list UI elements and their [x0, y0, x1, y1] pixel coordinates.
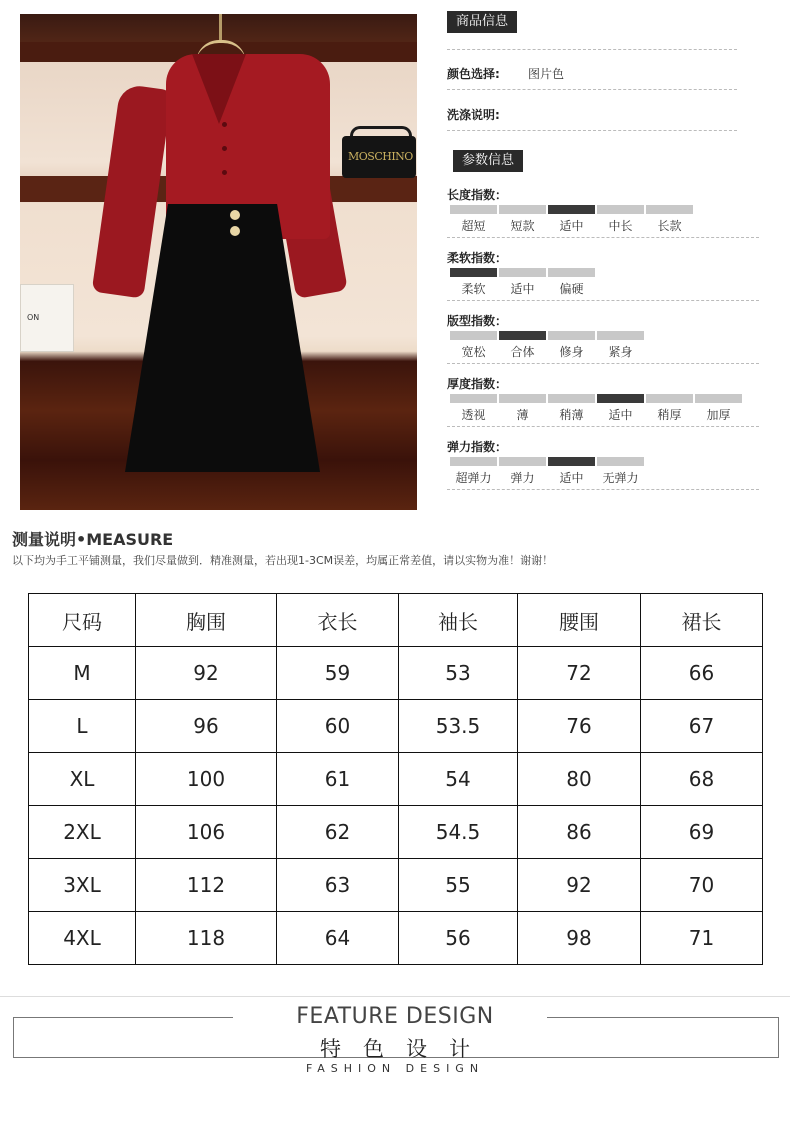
skirt-button [230, 226, 240, 236]
param-option: 适中 [559, 471, 584, 485]
param-bar [499, 394, 546, 403]
table-cell: 76 [518, 700, 641, 753]
table-cell: 53.5 [399, 700, 518, 753]
divider [447, 89, 737, 90]
table-row [29, 647, 763, 700]
param-bar-selected [548, 205, 595, 214]
param-option: 宽松 [461, 345, 486, 359]
table-cell: 60 [277, 700, 399, 753]
param-bar-selected [597, 394, 644, 403]
table-cell: 69 [641, 806, 763, 859]
table-cell: 4XL [29, 912, 136, 965]
param-option: 加厚 [706, 408, 731, 422]
measure-title: 测量说明•MEASURE [12, 530, 174, 549]
table-cell: 56 [399, 912, 518, 965]
param-bar [597, 331, 644, 340]
product-info-header: 商品信息 [447, 11, 517, 33]
table-cell: 66 [641, 647, 763, 700]
table-cell: 64 [277, 912, 399, 965]
table-cell: 61 [277, 753, 399, 806]
table-cell: 53 [399, 647, 518, 700]
param-bar [450, 394, 497, 403]
table-cell: 86 [518, 806, 641, 859]
table-cell: 67 [641, 700, 763, 753]
table-cell: 98 [518, 912, 641, 965]
param-option: 稍薄 [559, 408, 584, 422]
shirt-button [222, 146, 227, 151]
param-option: 超弹力 [455, 471, 492, 485]
param-bar [548, 331, 595, 340]
param-label: 版型指数： [447, 314, 508, 328]
product-photo [20, 14, 417, 510]
handbag [342, 136, 416, 178]
table-cell: 100 [136, 753, 277, 806]
bag-logo-text: MOSCHINO [348, 150, 413, 163]
shirt-button [222, 170, 227, 175]
table-header-cell: 袖长 [399, 594, 518, 647]
param-option: 弹力 [510, 471, 535, 485]
shirt-collar [192, 54, 246, 124]
param-bar [646, 205, 693, 214]
param-option: 适中 [559, 219, 584, 233]
table-cell: 2XL [29, 806, 136, 859]
table-cell: 92 [518, 859, 641, 912]
table-cell: 118 [136, 912, 277, 965]
box-text: ON [27, 313, 40, 322]
table-cell: 71 [641, 912, 763, 965]
param-option: 修身 [559, 345, 584, 359]
param-bar [695, 394, 742, 403]
table-cell: 72 [518, 647, 641, 700]
table-header-row [29, 594, 763, 647]
param-option: 紧身 [608, 345, 633, 359]
table-cell: 54 [399, 753, 518, 806]
param-option: 偏硬 [559, 282, 584, 296]
table-cell: 55 [399, 859, 518, 912]
param-bar [646, 394, 693, 403]
table-cell: 92 [136, 647, 277, 700]
table-row [29, 753, 763, 806]
table-row [29, 859, 763, 912]
table-row [29, 700, 763, 753]
size-table [28, 593, 763, 965]
feature-subtitle: FASHION DESIGN [305, 1062, 485, 1075]
divider [447, 300, 759, 301]
table-cell: L [29, 700, 136, 753]
table-cell: M [29, 647, 136, 700]
param-option: 适中 [608, 408, 633, 422]
table-cell: 68 [641, 753, 763, 806]
table-cell: 112 [136, 859, 277, 912]
divider [447, 489, 759, 490]
table-cell: 3XL [29, 859, 136, 912]
param-bar [450, 457, 497, 466]
table-cell: 70 [641, 859, 763, 912]
table-row [29, 806, 763, 859]
param-option: 透视 [461, 408, 486, 422]
table-header-cell: 衣长 [277, 594, 399, 647]
shopping-bag [20, 284, 74, 352]
param-option: 无弹力 [602, 471, 639, 485]
shirt-button [222, 122, 227, 127]
param-option: 短款 [510, 219, 535, 233]
feature-title-en: FEATURE DESIGN [296, 1004, 494, 1029]
skirt-button [230, 210, 240, 220]
table-cell: 54.5 [399, 806, 518, 859]
params-header: 参数信息 [453, 150, 523, 172]
param-option: 合体 [510, 345, 535, 359]
divider [447, 363, 759, 364]
divider [447, 49, 737, 50]
param-bar [597, 457, 644, 466]
param-option: 柔软 [461, 282, 486, 296]
table-cell: 62 [277, 806, 399, 859]
table-header-cell: 胸围 [136, 594, 277, 647]
table-cell: XL [29, 753, 136, 806]
divider [447, 237, 759, 238]
table-header-cell: 尺码 [29, 594, 136, 647]
param-bar-selected [450, 268, 497, 277]
divider [447, 130, 737, 131]
param-bar [597, 205, 644, 214]
param-bar [499, 268, 546, 277]
param-option: 薄 [516, 408, 529, 422]
param-option: 适中 [510, 282, 535, 296]
table-row [29, 912, 763, 965]
table-cell: 59 [277, 647, 399, 700]
param-bar [450, 205, 497, 214]
table-cell: 96 [136, 700, 277, 753]
footer-divider [0, 996, 790, 997]
wash-label: 洗涤说明: [447, 108, 500, 122]
param-bar [548, 394, 595, 403]
param-option: 稍厚 [657, 408, 682, 422]
param-label: 弹力指数： [447, 440, 508, 454]
param-bar [499, 205, 546, 214]
param-label: 柔软指数： [447, 251, 508, 265]
color-value: 图片色 [528, 67, 565, 81]
param-bar-selected [499, 331, 546, 340]
param-option: 超短 [461, 219, 486, 233]
param-bar-selected [548, 457, 595, 466]
param-bar [450, 331, 497, 340]
param-bar [499, 457, 546, 466]
color-label: 颜色选择: [447, 67, 500, 81]
param-option: 长款 [657, 219, 682, 233]
table-cell: 63 [277, 859, 399, 912]
param-bar [548, 268, 595, 277]
table-cell: 80 [518, 753, 641, 806]
param-label: 厚度指数： [447, 377, 508, 391]
table-cell: 106 [136, 806, 277, 859]
divider [447, 426, 759, 427]
table-header-cell: 腰围 [518, 594, 641, 647]
feature-title-cn: 特色设计 [320, 1037, 492, 1061]
table-header-cell: 裙长 [641, 594, 763, 647]
param-option: 中长 [608, 219, 633, 233]
measure-note: 以下均为手工平铺测量，我们尽量做到．精准测量，若出现1-3CM误差，均属正常差值，请以实物为准！谢谢！ [12, 554, 554, 567]
hanger-hook [219, 14, 222, 40]
param-label: 长度指数： [447, 188, 508, 202]
